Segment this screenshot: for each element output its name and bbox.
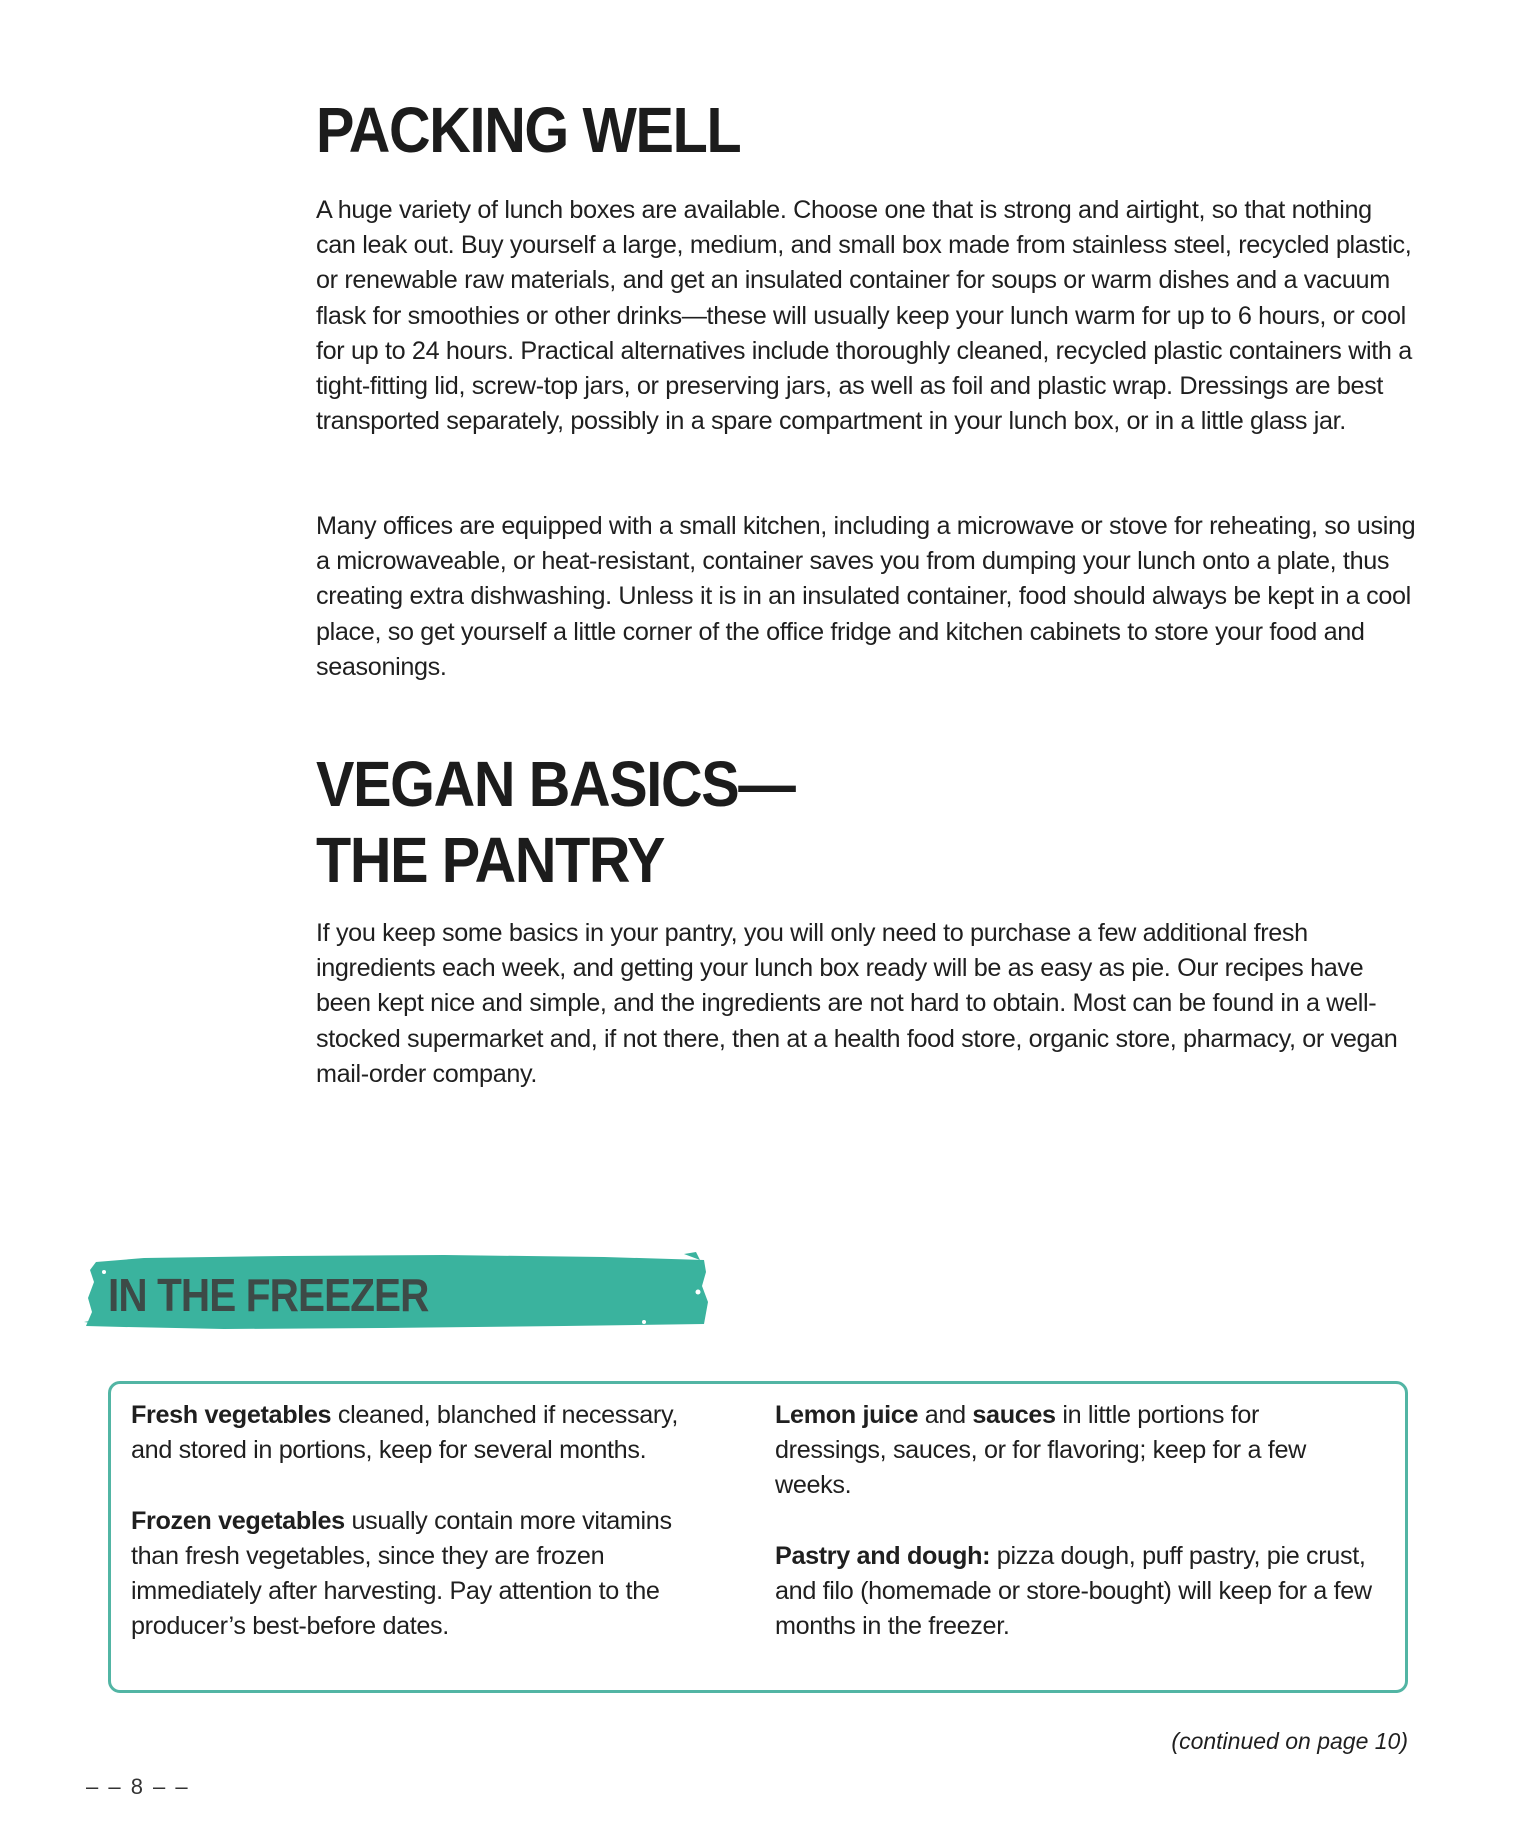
lemon-juice-term: Lemon juice	[775, 1401, 919, 1429]
lemon-juice-item	[775, 1398, 1375, 1504]
pastry-dough-term: Pastry and dough:	[775, 1541, 991, 1570]
lemon-juice-text: in little portions for dressings, sauces, or for flavoring; keep for a few weeks.	[775, 1401, 1306, 1500]
vegan-basics-heading	[316, 746, 795, 898]
frozen-vegetables-term: Frozen vegetables	[131, 1506, 345, 1535]
lemon-juice-mid: and	[918, 1401, 973, 1429]
packing-well-heading: PACKING WELL	[316, 94, 741, 166]
freezer-content-box	[108, 1381, 1408, 1693]
continued-note: (continued on page 10)	[1171, 1728, 1408, 1754]
packing-paragraph-2: Many offices are equipped with a small kitchen, including a microwave or stove for reheating, so using a microwaveable, or heat-resistant, container saves you from dumping your lunch onto a plate, thus creating extra dishwashing. Unless it is in an insulated container, food should always be kept in a cool place, so get yourself a little corner of the office fridge and kitchen cabinets to store your food and seasonings.	[316, 512, 1416, 681]
freezer-banner	[84, 1252, 712, 1332]
page-number: – – 8 – –	[86, 1774, 190, 1799]
frozen-vegetables-item	[131, 1504, 721, 1645]
freezer-left-column	[131, 1398, 721, 1680]
vegan-basics-heading-line-2: THE PANTRY	[316, 824, 665, 896]
frozen-vegetables-text: usually contain more vitamins than fresh vegetables, since they are frozen immediately after harvesting. Pay attention to the producer’s best-before dates.	[131, 1506, 672, 1641]
sauces-term: sauces	[972, 1401, 1056, 1429]
freezer-right-column	[775, 1398, 1375, 1680]
fresh-vegetables-item	[131, 1398, 721, 1468]
freezer-title: IN THE FREEZER	[108, 1269, 429, 1321]
fresh-vegetables-text: cleaned, blanched if necessary, and stored in portions, keep for several months.	[131, 1401, 678, 1465]
pastry-dough-item	[775, 1539, 1375, 1645]
vegan-basics-heading-line-1: VEGAN BASICS—	[316, 748, 795, 820]
pastry-dough-text: pizza dough, puff pastry, pie crust, and filo (homemade or store-bought) will keep for a few months in the freezer.	[775, 1541, 1372, 1641]
pantry-paragraph: If you keep some basics in your pantry, you will only need to purchase a few additional fresh ingredients each week, and getting your lunch box ready will be as easy as pie. Our recipes have been kept nice and simple, and the ingredients are not hard to obtain. Most can be found in a well-stocked supermarket and, if not there, then at a health food store, organic store, pharmacy, or vegan mail-order company.	[316, 919, 1398, 1088]
packing-paragraph-1: A huge variety of lunch boxes are available. Choose one that is strong and airtight, so that nothing can leak out. Buy yourself a large, medium, and small box made from stainless steel, recycled plastic, or renewable raw materials, and get an insulated container for soups or warm dishes and a vacuum flask for smoothies or other drinks—these will usually keep your lunch warm for up to 6 hours, or cool for up to 24 hours. Practical alternatives include thoroughly cleaned, recycled plastic containers with a tight-fitting lid, screw-top jars, or preserving jars, as well as foil and plastic wrap. Dressings are best transported separately, possibly in a spare compartment in your lunch box, or in a little glass jar.	[316, 196, 1412, 436]
fresh-vegetables-term: Fresh vegetables	[131, 1401, 332, 1429]
